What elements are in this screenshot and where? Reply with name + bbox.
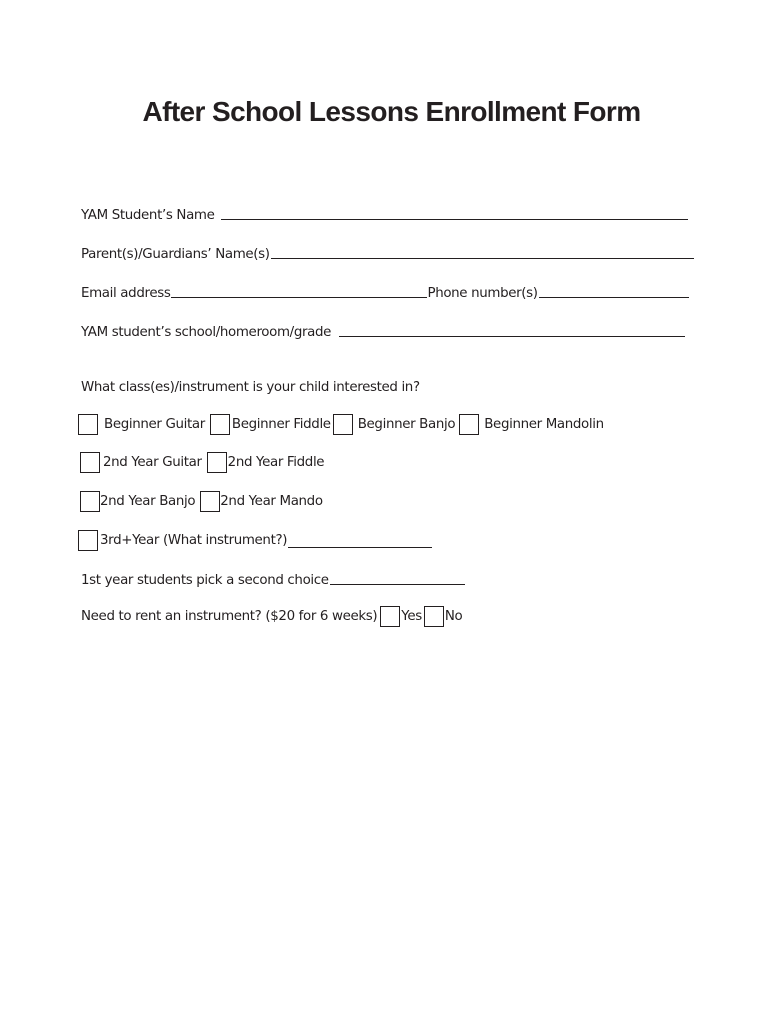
beginner-guitar-checkbox[interactable] (78, 414, 98, 435)
phone-field[interactable] (539, 297, 689, 298)
school-field[interactable] (339, 336, 685, 337)
parents-name-label: Parent(s)/Guardians’ Name(s) (81, 247, 270, 262)
rent-instrument-row (81, 604, 462, 628)
rent-no-label: No (444, 608, 463, 624)
beginner-banjo-checkbox[interactable] (333, 414, 353, 435)
beginner-fiddle-label: Beginner Fiddle (231, 416, 331, 432)
year2-mando-checkbox[interactable] (200, 491, 220, 512)
school-row (81, 318, 685, 340)
second-choice-row (81, 566, 465, 588)
year2-guitar-checkbox[interactable] (80, 452, 100, 473)
third-year-row (78, 528, 432, 552)
parents-name-field[interactable] (271, 258, 694, 259)
phone-label: Phone number(s) (427, 286, 538, 301)
beginner-mandolin-label: Beginner Mandolin (484, 416, 604, 432)
beginner-banjo-label: Beginner Banjo (357, 416, 456, 432)
school-label: YAM student’s school/homeroom/grade (81, 325, 332, 340)
email-phone-row (81, 279, 689, 301)
student-name-field[interactable] (221, 219, 688, 220)
rent-no-checkbox[interactable] (424, 606, 444, 627)
year3-plus-label: 3rd+Year (What instrument?) (100, 532, 288, 548)
year2-fiddle-label: 2nd Year Fiddle (227, 454, 325, 470)
parents-name-row (81, 240, 694, 262)
form-title: After School Lessons Enrollment Form (142, 96, 641, 127)
beginner-fiddle-checkbox[interactable] (210, 414, 230, 435)
year3-plus-instrument-field[interactable] (288, 547, 432, 548)
beginner-options-row (78, 412, 604, 436)
year2-guitar-label: 2nd Year Guitar (103, 454, 202, 470)
student-name-label: YAM Student’s Name (81, 208, 215, 223)
year2-mando-label: 2nd Year Mando (220, 493, 323, 509)
second-year-row-2 (80, 489, 323, 513)
second-year-row-1 (80, 450, 324, 474)
email-label: Email address (81, 286, 171, 301)
year2-banjo-label: 2nd Year Banjo (100, 493, 196, 509)
instrument-question-row (81, 373, 420, 395)
rent-question-label: Need to rent an instrument? ($20 for 6 weeks) (81, 608, 378, 624)
instrument-question: What class(es)/instrument is your child interested in? (81, 380, 420, 395)
second-choice-label: 1st year students pick a second choice (81, 573, 329, 588)
second-choice-field[interactable] (330, 584, 465, 585)
student-name-row (81, 201, 688, 223)
year3-plus-checkbox[interactable] (78, 530, 98, 551)
rent-yes-label: Yes (401, 608, 422, 624)
year2-banjo-checkbox[interactable] (80, 491, 100, 512)
beginner-guitar-label: Beginner Guitar (104, 416, 205, 432)
email-field[interactable] (171, 297, 427, 298)
rent-yes-checkbox[interactable] (380, 606, 400, 627)
year2-fiddle-checkbox[interactable] (207, 452, 227, 473)
beginner-mandolin-checkbox[interactable] (459, 414, 479, 435)
